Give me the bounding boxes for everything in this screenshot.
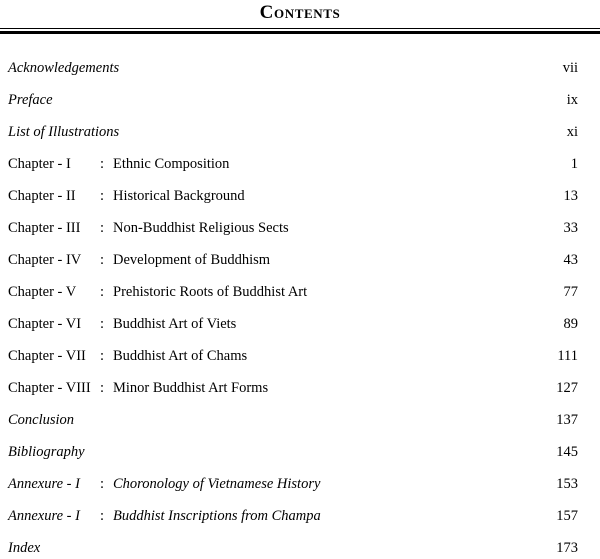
toc-entry-separator: : [100, 380, 105, 396]
page-title: Contents [259, 2, 341, 23]
toc-entry-label: Chapter - VII [8, 348, 86, 364]
toc-entry-page-number: 43 [563, 252, 578, 268]
toc-entry-label: Chapter - III [8, 220, 81, 236]
toc-entry[interactable] [0, 468, 600, 500]
toc-entry-page-number: 77 [563, 284, 578, 300]
toc-entry-title: Minor Buddhist Art Forms [113, 380, 269, 396]
toc-entry-page-number: 89 [563, 316, 578, 332]
toc-entry[interactable] [0, 84, 600, 116]
toc-entry[interactable] [0, 276, 600, 308]
toc-entry-title: Acknowledgements [8, 60, 120, 76]
toc-entry-title: Buddhist Art of Viets [113, 316, 237, 332]
toc-entry[interactable] [0, 148, 600, 180]
toc-entry-page-number: 157 [556, 508, 578, 524]
toc-entry-label: Chapter - II [8, 188, 76, 204]
toc-entry-page-number: 13 [563, 188, 578, 204]
toc-entry-title: Development of Buddhism [113, 252, 271, 268]
toc-entry-separator: : [100, 508, 105, 524]
toc-entry-label: Chapter - IV [8, 252, 82, 268]
toc-entry-page-number: ix [566, 92, 578, 108]
toc-entry[interactable] [0, 404, 600, 436]
toc-entry-page-number: 173 [556, 540, 578, 556]
toc-entry-title: Prehistoric Roots of Buddhist Art [113, 284, 308, 300]
toc-entry-separator: : [100, 220, 105, 236]
toc-entry[interactable] [0, 244, 600, 276]
toc-entry-separator: : [100, 156, 105, 172]
toc-entry-separator: : [100, 188, 105, 204]
toc-entry-label: Chapter - VI [8, 316, 82, 332]
toc-entry-label: Annexure - I [8, 476, 80, 492]
toc-entry-title: Ethnic Composition [113, 156, 230, 172]
toc-entry-label: Annexure - I [8, 508, 80, 524]
table-of-contents-list [0, 52, 600, 559]
toc-entry-page-number: 1 [570, 156, 578, 172]
toc-entry-label: Chapter - I [8, 156, 71, 172]
toc-entry[interactable] [0, 212, 600, 244]
toc-entry-label: Chapter - V [8, 284, 77, 300]
toc-entry[interactable] [0, 532, 600, 559]
toc-entry-title: Preface [8, 92, 53, 108]
toc-entry-separator: : [100, 476, 105, 492]
toc-entry-title: Choronology of Vietnamese History [113, 476, 321, 492]
toc-entry[interactable] [0, 116, 600, 148]
title-divider [0, 28, 600, 34]
toc-entry[interactable] [0, 436, 600, 468]
toc-entry-title: List of Illustrations [8, 124, 120, 140]
toc-entry-page-number: 33 [563, 220, 578, 236]
toc-entry-page-number: 153 [556, 476, 578, 492]
toc-entry[interactable] [0, 52, 600, 84]
divider-rule-thick [0, 31, 600, 34]
toc-entry[interactable] [0, 308, 600, 340]
toc-entry-title: Bibliography [8, 444, 85, 460]
toc-entry-page-number: 111 [557, 348, 578, 364]
toc-entry-page-number: 127 [556, 380, 578, 396]
toc-entry-title: Non-Buddhist Religious Sects [113, 220, 289, 236]
toc-entry-title: Historical Background [113, 188, 245, 204]
toc-entry-separator: : [100, 348, 105, 364]
toc-entry-page-number: 145 [556, 444, 578, 460]
toc-entry-page-number: vii [562, 60, 578, 76]
toc-entry-label: Chapter - VIII [8, 380, 91, 396]
toc-entry-page-number: 137 [556, 412, 578, 428]
toc-entry-separator: : [100, 252, 105, 268]
toc-entry-title: Conclusion [8, 412, 75, 428]
toc-entry[interactable] [0, 372, 600, 404]
toc-entry[interactable] [0, 340, 600, 372]
toc-entry-title: Buddhist Art of Chams [113, 348, 248, 364]
toc-entry-title: Index [8, 540, 41, 556]
toc-entry-separator: : [100, 316, 105, 332]
toc-entry-separator: : [100, 284, 105, 300]
toc-entry-title: Buddhist Inscriptions from Champa [113, 508, 321, 524]
toc-entry[interactable] [0, 180, 600, 212]
toc-entry[interactable] [0, 500, 600, 532]
toc-entry-page-number: xi [566, 124, 578, 140]
